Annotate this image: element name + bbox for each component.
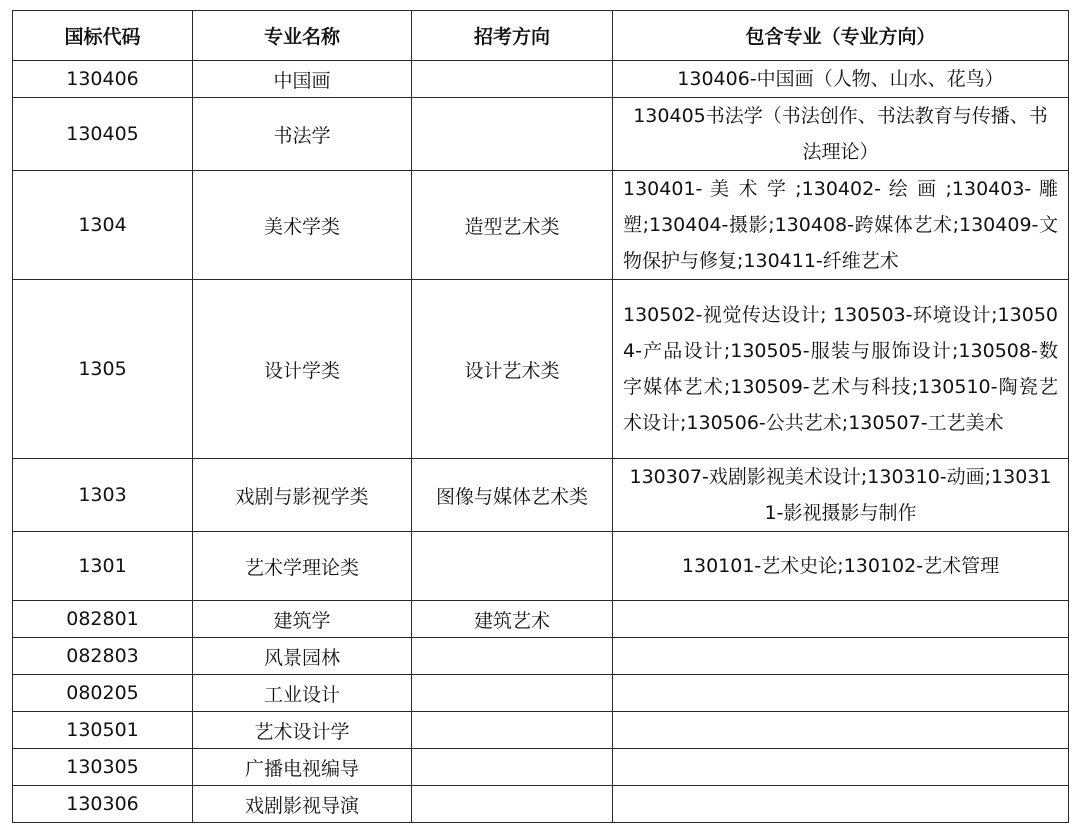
cell-code: 082801 [13,601,193,638]
header-code: 国标代码 [13,11,193,61]
table-row [13,675,1069,712]
table-row [13,786,1069,823]
cell-name: 风景园林 [193,638,412,675]
cell-includes: 130401- 美 术 学 ;130402- 绘 画 ;130403- 雕塑;130404-摄影;130408-跨媒体艺术;130409-文物保护与修复;130411-纤维艺术 [613,171,1069,280]
cell-direction: 建筑艺术 [412,601,613,638]
cell-code: 082803 [13,638,193,675]
cell-name: 设计学类 [193,280,412,459]
table-row [13,98,1069,171]
major-table-container [12,10,1069,823]
cell-includes: 130502-视觉传达设计; 130503-环境设计;130504-产品设计;130505-服装与服饰设计;130508-数字媒体艺术;130509-艺术与科技;130510-陶瓷艺术设计;130506-公共艺术;130507-工艺美术 [613,280,1069,459]
table-row [13,532,1069,601]
cell-includes [613,712,1069,749]
cell-direction: 图像与媒体艺术类 [412,459,613,532]
cell-includes: 130101-艺术史论;130102-艺术管理 [613,532,1069,601]
cell-code: 1305 [13,280,193,459]
cell-name: 美术学类 [193,171,412,280]
cell-name: 艺术学理论类 [193,532,412,601]
table-row [13,171,1069,280]
cell-direction [412,786,613,823]
cell-name: 工业设计 [193,675,412,712]
cell-direction: 设计艺术类 [412,280,613,459]
cell-direction [412,749,613,786]
cell-includes [613,638,1069,675]
cell-includes [613,749,1069,786]
cell-direction [412,638,613,675]
cell-includes: 130307-戏剧影视美术设计;130310-动画;130311-影视摄影与制作 [613,459,1069,532]
cell-direction [412,675,613,712]
cell-code: 130405 [13,98,193,171]
table-row [13,61,1069,98]
cell-name: 建筑学 [193,601,412,638]
cell-direction [412,532,613,601]
major-table [12,10,1069,823]
cell-name: 戏剧与影视学类 [193,459,412,532]
cell-name: 书法学 [193,98,412,171]
cell-name: 中国画 [193,61,412,98]
cell-direction [412,61,613,98]
cell-includes [613,601,1069,638]
cell-code: 130305 [13,749,193,786]
header-row [13,11,1069,61]
header-name: 专业名称 [193,11,412,61]
cell-code: 1301 [13,532,193,601]
cell-code: 1304 [13,171,193,280]
cell-name: 广播电视编导 [193,749,412,786]
cell-includes [613,786,1069,823]
table-row [13,712,1069,749]
cell-direction [412,98,613,171]
cell-name: 艺术设计学 [193,712,412,749]
table-row [13,638,1069,675]
cell-code: 130406 [13,61,193,98]
cell-direction [412,712,613,749]
cell-includes: 130405书法学（书法创作、书法教育与传播、书法理论） [613,98,1069,171]
table-row [13,601,1069,638]
cell-name: 戏剧影视导演 [193,786,412,823]
header-includes: 包含专业（专业方向） [613,11,1069,61]
cell-code: 080205 [13,675,193,712]
table-row [13,280,1069,459]
table-row [13,749,1069,786]
cell-includes [613,675,1069,712]
cell-code: 130306 [13,786,193,823]
table-row [13,459,1069,532]
cell-code: 1303 [13,459,193,532]
cell-code: 130501 [13,712,193,749]
cell-includes: 130406-中国画（人物、山水、花鸟） [613,61,1069,98]
header-direction: 招考方向 [412,11,613,61]
cell-direction: 造型艺术类 [412,171,613,280]
